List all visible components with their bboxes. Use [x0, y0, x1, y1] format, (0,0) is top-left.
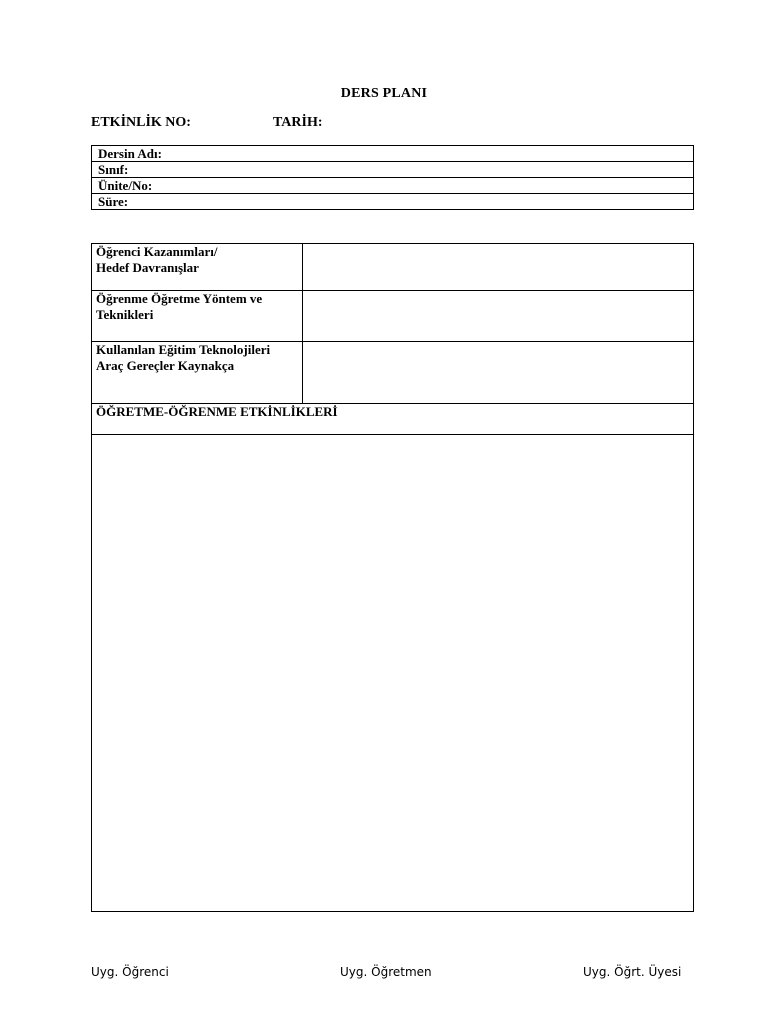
outcomes-value-cell[interactable]: [303, 244, 694, 291]
course-name-row: [92, 146, 694, 162]
class-row: [92, 162, 694, 178]
unit-no-row: [92, 178, 694, 194]
footer-faculty-signature: Uyg. Öğrt. Üyesi: [583, 965, 682, 979]
activities-header: ÖĞRETME-ÖĞRENME ETKİNLİKLERİ: [96, 404, 338, 419]
duration-label[interactable]: Süre:: [92, 194, 694, 210]
technologies-value-cell[interactable]: [303, 342, 694, 404]
unit-no-label[interactable]: Ünite/No:: [92, 178, 694, 194]
activities-body-cell[interactable]: [92, 435, 694, 912]
technologies-label-cell: [92, 342, 303, 404]
methods-label-cell: [92, 291, 303, 342]
activity-no-label: ETKİNLİK NO:: [91, 115, 191, 130]
outcomes-label-cell: [92, 244, 303, 291]
outcomes-label: Öğrenci Kazanımları/ Hedef Davranışlar: [96, 244, 218, 275]
methods-row: [92, 291, 694, 342]
footer-student-signature: Uyg. Öğrenci: [91, 965, 169, 979]
page-title: DERS PLANI: [340, 86, 428, 101]
course-info-table: [91, 145, 694, 210]
footer-teacher-signature: Uyg. Öğretmen: [340, 965, 432, 979]
activities-body-row: [92, 435, 694, 912]
course-name-label[interactable]: Dersin Adı:: [92, 146, 694, 162]
outcomes-row: [92, 244, 694, 291]
methods-value-cell[interactable]: [303, 291, 694, 342]
date-label: TARİH:: [273, 115, 323, 130]
technologies-row: [92, 342, 694, 404]
methods-label: Öğrenme Öğretme Yöntem ve Teknikleri: [96, 291, 263, 322]
technologies-label: Kullanılan Eğitim Teknolojileri Araç Gereçler Kaynakça: [96, 342, 271, 373]
activities-header-cell: [92, 404, 694, 435]
lesson-plan-table: [91, 243, 694, 912]
duration-row: [92, 194, 694, 210]
class-label[interactable]: Sınıf:: [92, 162, 694, 178]
activities-header-row: [92, 404, 694, 435]
